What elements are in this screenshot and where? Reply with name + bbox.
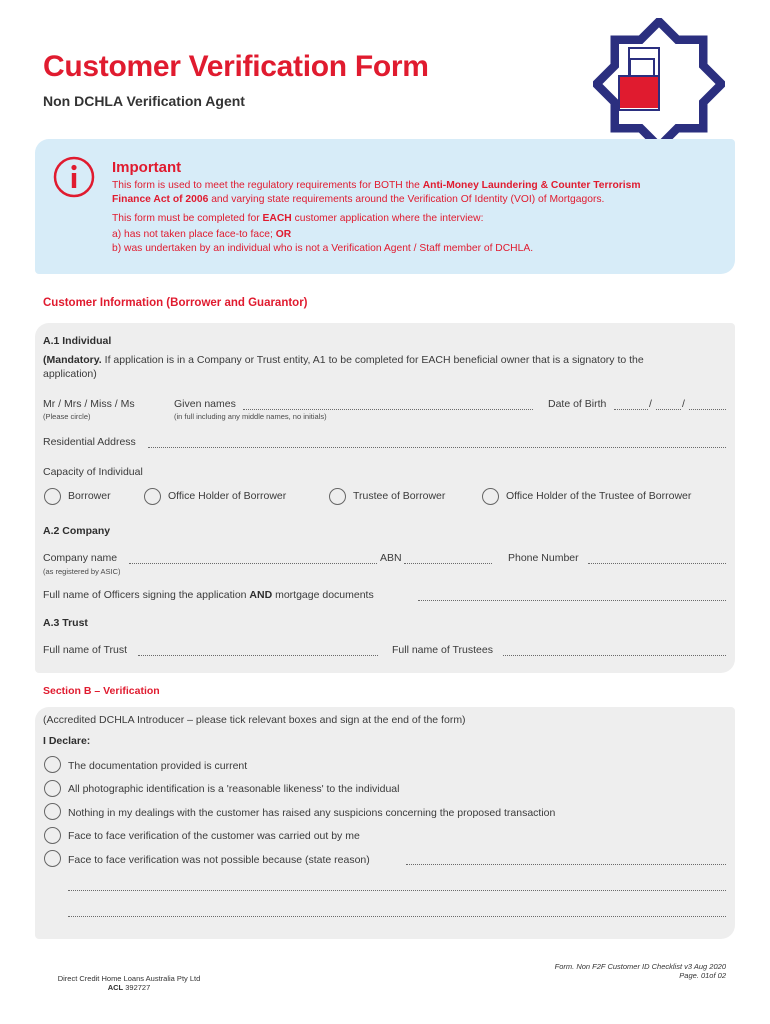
section-b-heading: Section B – Verification [43, 685, 160, 697]
a3-trust-heading: A.3 Trust [43, 617, 88, 629]
capacity-office-holder-radio[interactable] [144, 488, 161, 505]
company-name-label: Company name [43, 552, 118, 564]
declare-item-3-checkbox[interactable] [44, 803, 61, 820]
capacity-office-holder-trustee-label: Office Holder of the Trustee of Borrower [506, 490, 692, 502]
declare-item-2-checkbox[interactable] [44, 780, 61, 797]
a1-mandatory-note: (Mandatory. If application is in a Company or Trust entity, A1 to be completed for EACH beneficial owner that is a signatory to the [43, 354, 644, 366]
reason-field-line-3[interactable] [68, 916, 726, 917]
reason-field-line-2[interactable] [68, 890, 726, 891]
given-names-label: Given names [174, 398, 236, 410]
footer-form-ref: Form. Non F2F Customer ID Checklist v3 Aug 2020 Page. 01of 02 [554, 962, 726, 980]
capacity-trustee-radio[interactable] [329, 488, 346, 505]
capacity-office-holder-trustee-radio[interactable] [482, 488, 499, 505]
declare-item-1-label: The documentation provided is current [68, 760, 248, 772]
dob-year-field[interactable] [689, 409, 726, 410]
trust-name-field[interactable] [138, 655, 378, 656]
important-paragraph-1: This form is used to meet the regulatory requirements for BOTH the Anti-Money Laundering & Counter Terrorism [112, 180, 641, 191]
dob-day-field[interactable] [614, 409, 648, 410]
trustees-field[interactable] [503, 655, 726, 656]
phone-number-field[interactable] [588, 563, 726, 564]
salutation-label[interactable]: Mr / Mrs / Miss / Ms [43, 398, 135, 410]
residential-address-field[interactable] [148, 447, 726, 448]
capacity-trustee-label: Trustee of Borrower [353, 490, 446, 502]
trust-name-label: Full name of Trust [43, 644, 128, 656]
dob-label: Date of Birth [548, 398, 607, 410]
salutation-note: (Please circle) [43, 412, 91, 421]
declare-item-2-label: All photographic identification is a 'reasonable likeness' to the individual [68, 783, 400, 795]
a1-individual-heading: A.1 Individual [43, 335, 112, 347]
important-heading: Important [112, 159, 182, 176]
capacity-borrower-label: Borrower [68, 490, 111, 502]
company-name-field[interactable] [129, 563, 377, 564]
important-condition-b: b) was undertaken by an individual who is not a Verification Agent / Staff member of DCHLA. [112, 243, 534, 254]
declare-item-5-label: Face to face verification was not possible because (state reason) [68, 854, 370, 866]
dob-separator-1: / [649, 398, 652, 410]
section-b-intro: (Accredited DCHLA Introducer – please tick relevant boxes and sign at the end of the form) [43, 714, 466, 726]
declare-item-3-label: Nothing in my dealings with the customer has raised any suspicions concerning the proposed transaction [68, 807, 556, 819]
dchla-logo [593, 18, 725, 150]
important-condition-a: a) has not taken place face-to face; OR [112, 229, 292, 240]
phone-number-label: Phone Number [508, 552, 579, 564]
abn-field[interactable] [404, 563, 492, 564]
form-title: Customer Verification Form [43, 50, 429, 83]
declare-item-5-checkbox[interactable] [44, 850, 61, 867]
footer-company: Direct Credit Home Loans Australia Pty Ltd ACL 392727 [57, 974, 201, 992]
form-subtitle: Non DCHLA Verification Agent [43, 93, 245, 109]
declare-item-4-checkbox[interactable] [44, 827, 61, 844]
officers-field[interactable] [418, 600, 726, 601]
reason-field-line-1[interactable] [406, 864, 726, 865]
given-names-note: (in full including any middle names, no initials) [174, 412, 327, 421]
trustees-label: Full name of Trustees [392, 644, 493, 656]
declare-item-1-checkbox[interactable] [44, 756, 61, 773]
capacity-borrower-radio[interactable] [44, 488, 61, 505]
residential-address-label: Residential Address [43, 436, 136, 448]
customer-information-heading: Customer Information (Borrower and Guarantor) [43, 297, 308, 309]
dob-month-field[interactable] [656, 409, 681, 410]
a2-company-heading: A.2 Company [43, 525, 111, 537]
capacity-label: Capacity of Individual [43, 466, 143, 478]
capacity-office-holder-label: Office Holder of Borrower [168, 490, 287, 502]
company-name-note: (as registered by ASIC) [43, 567, 121, 576]
i-declare-label: I Declare: [43, 735, 91, 747]
abn-label: ABN [380, 552, 402, 564]
important-paragraph-1-cont: Finance Act of 2006 and varying state requirements around the Verification Of Identity (VOI) of Mortgagors. [112, 194, 605, 205]
officers-label: Full name of Officers signing the application AND mortgage documents [43, 589, 374, 601]
verification-panel [35, 707, 735, 939]
important-paragraph-2: This form must be completed for EACH customer application where the interview: [112, 213, 484, 224]
given-names-field[interactable] [243, 409, 533, 410]
info-icon [52, 155, 96, 199]
dob-separator-2: / [682, 398, 685, 410]
declare-item-4-label: Face to face verification of the customer was carried out by me [68, 830, 360, 842]
a1-mandatory-note-cont: application) [43, 368, 97, 380]
